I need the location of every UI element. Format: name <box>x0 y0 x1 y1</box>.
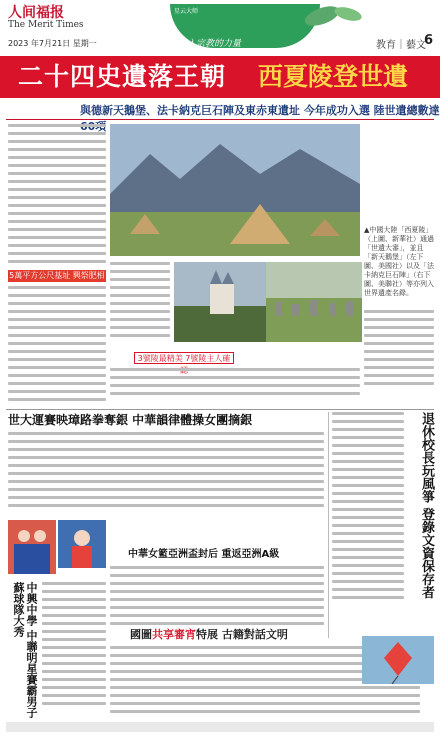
basketball-headline: 中華女籃亞洲盃封后 重返亞洲A級 <box>128 549 280 560</box>
masthead <box>8 6 128 34</box>
school-article <box>42 582 106 718</box>
subsection-tag-center: 3號陵最精美 7號陵主人確 <box>134 352 234 364</box>
xixia-mausoleum-photo <box>110 124 360 256</box>
carnac-stones-photo <box>266 262 362 342</box>
masthead-english: The Merit Times <box>8 20 84 30</box>
article-column-2b <box>110 368 360 408</box>
article-column-1 <box>8 124 106 274</box>
headline-part-1: 二十四史遺落王朝 <box>18 62 227 91</box>
bubble-label: 星云大师 <box>174 8 199 15</box>
sports-article <box>8 432 324 512</box>
slogan-text: 注入宗教的力量 <box>178 39 242 49</box>
school-headline: 中興中學 中聯明星賽霸男子蘇球隊大秀 <box>12 582 38 718</box>
page-number: 6 <box>424 33 434 48</box>
column-divider <box>328 412 329 638</box>
headline-part-2: 西夏陵登世遺 <box>258 62 409 91</box>
kite-photo <box>362 636 434 684</box>
team-photo <box>8 520 56 574</box>
library-headline-b: 共享審宵 <box>152 628 196 641</box>
article-column-2 <box>110 262 170 352</box>
top-rule <box>6 119 434 120</box>
library-headline <box>130 628 326 642</box>
gymnastics-photo <box>58 520 106 568</box>
library-headline-a: 國圖 <box>130 628 152 641</box>
section-divider <box>6 409 434 410</box>
issue-date: 2023 年7月21日 星期一 <box>8 39 97 48</box>
neuschwanstein-photo <box>174 262 270 342</box>
photo-caption: ▲中國大陸「西夏陵」（上圖、新華社）通過「世遺大審」，並且「新天鵝堡」（左下圖、美國社）以及「法卡納克巨石陣」（右下圖、美聯社）等亦列入世界遺產名錄。 <box>364 226 434 297</box>
basketball-article <box>110 566 324 630</box>
subsection-tag-left: 5萬平方公尺基址 興祭肥相 <box>9 271 105 280</box>
masthead-title: 人间福报 <box>8 5 64 21</box>
kite-article <box>332 412 404 622</box>
section-label: 教育｜藝文 <box>376 40 426 51</box>
article-column-1b <box>8 286 106 406</box>
sports-headline: 世大運賽映璋路拳奪銀 中華韻律體操女團摘銀 <box>8 413 253 427</box>
page-footer <box>6 722 434 732</box>
subheadline: 與德新天鵝堡、法卡納克巨石陣及東赤東遺址 今年成功入選 陸世遺總數達 <box>80 104 440 117</box>
library-headline-c: 特展 古籍對話文明 <box>196 628 288 641</box>
leaf-decoration <box>300 2 370 32</box>
article-column-3 <box>364 310 434 406</box>
kite-headline: 退休校長玩風箏 登錄文資保存者 <box>419 412 434 599</box>
